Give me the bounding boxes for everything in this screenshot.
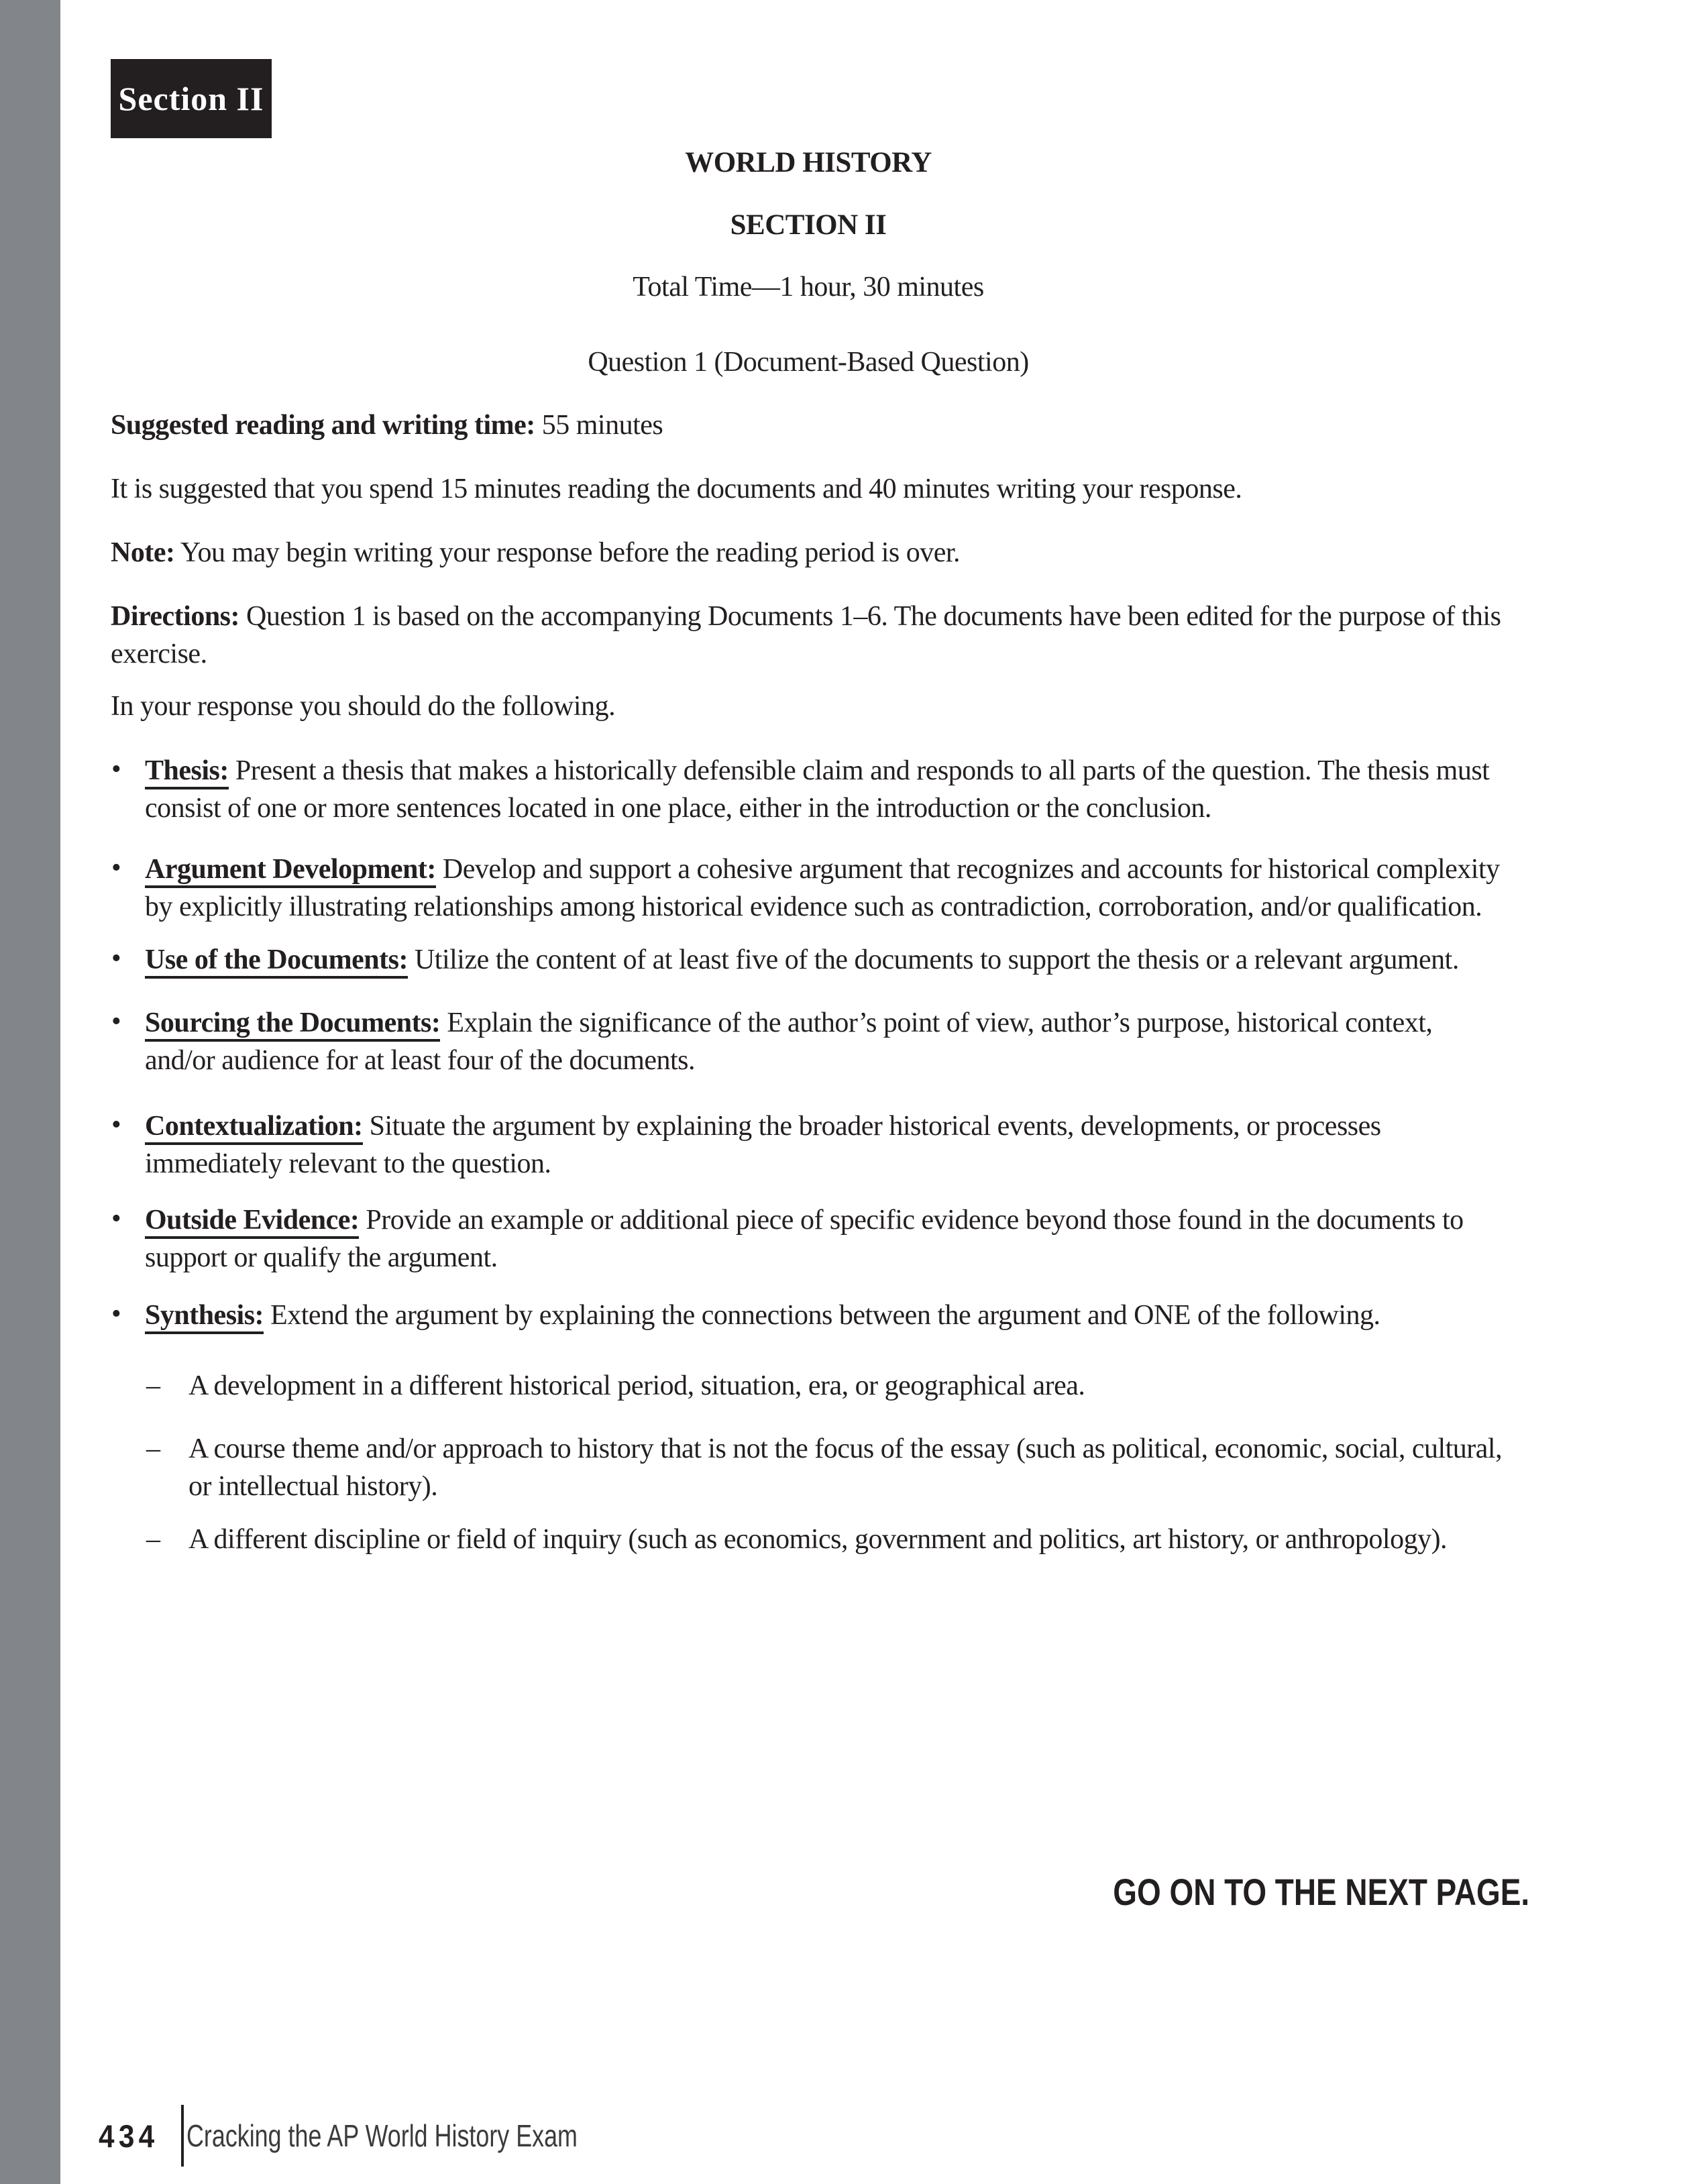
exam-section-heading: SECTION II (730, 209, 887, 241)
dash-icon: – (146, 1524, 160, 1555)
page-footer (99, 2105, 688, 2167)
synthesis-option-text: A different discipline or field of inquiry (such as economics, government and politics, art history, or anthropology). (188, 1524, 1448, 1555)
requirement-label: Argument Development: (145, 854, 436, 888)
requirement-label: Sourcing the Documents: (145, 1007, 440, 1042)
bullet-icon: • (111, 1203, 121, 1234)
suggested-time-paragraph (111, 406, 1506, 444)
dash-icon: – (146, 1433, 160, 1464)
synthesis-option (111, 1430, 1506, 1505)
requirement-label: Contextualization: (145, 1111, 363, 1145)
page-content (111, 0, 1506, 1558)
bullet-icon: • (111, 1006, 121, 1037)
requirement-label: Synthesis: (145, 1300, 264, 1334)
requirement-text: Develop and support a cohesive argument that recognizes and accounts for historical complexity by explicitly illustrating relationships among historical evidence such as contradiction, corroboration, and/or qualification. (145, 854, 1500, 922)
bullet-icon: • (111, 754, 121, 785)
requirement-sourcing-documents (111, 1004, 1506, 1079)
suggested-time-value: 55 minutes (535, 410, 663, 441)
note-label: Note: (111, 537, 175, 568)
requirement-text: Provide an example or additional piece of specific evidence beyond those found in the documents to support or qualify the argument. (145, 1205, 1464, 1273)
question-heading: Question 1 (Document-Based Question) (588, 347, 1029, 378)
synthesis-option-text: A course theme and/or approach to history that is not the focus of the essay (such as political, economic, social, cultural, or intellectual history). (188, 1433, 1503, 1502)
requirement-text: Explain the significance of the author’s point of view, author’s purpose, historical context, and/or audience for at least four of the documents. (145, 1007, 1433, 1076)
directions-text: Question 1 is based on the accompanying Documents 1–6. The documents have been edited for the purpose of this exercise. (111, 601, 1501, 669)
reading-split-paragraph: It is suggested that you spend 15 minutes reading the documents and 40 minutes writing your response. (111, 474, 1242, 504)
bullet-icon: • (111, 943, 121, 974)
requirement-text: Present a thesis that makes a historically defensible claim and responds to all parts of the question. The thesis must consist of one or more sentences located in one place, either in the introduction or the conclusion. (145, 755, 1490, 824)
requirement-text: Utilize the content of at least five of the documents to support the thesis or a relevant argument. (407, 944, 1459, 975)
requirement-outside-evidence (111, 1201, 1506, 1276)
directions-label: Directions: (111, 601, 240, 632)
section-tab-label: Section II (118, 80, 264, 117)
page-edge-sidebar (0, 0, 60, 2184)
lead-in-paragraph: In your response you should do the following. (111, 691, 616, 722)
page-number: 434 (99, 2118, 159, 2154)
footer-divider (181, 2105, 184, 2167)
note-text: You may begin writing your response before the reading period is over. (174, 537, 961, 568)
requirement-label: Thesis: (145, 755, 229, 789)
requirement-text: Extend the argument by explaining the connections between the argument and ONE of the following. (264, 1300, 1380, 1331)
bullet-icon: • (111, 1109, 121, 1140)
requirement-use-of-documents (111, 941, 1506, 979)
exam-title: WORLD HISTORY (685, 147, 932, 178)
requirement-text: Situate the argument by explaining the broader historical events, developments, or processes immediately relevant to the question. (145, 1111, 1381, 1179)
synthesis-option (111, 1521, 1506, 1558)
total-time: Total Time—1 hour, 30 minutes (633, 272, 984, 303)
requirement-argument-development (111, 851, 1506, 926)
directions-paragraph (111, 598, 1506, 673)
synthesis-option-text: A development in a different historical period, situation, era, or geographical area. (188, 1370, 1085, 1401)
bullet-icon: • (111, 1299, 121, 1329)
requirement-label: Outside Evidence: (145, 1205, 359, 1239)
note-paragraph (111, 534, 1506, 571)
suggested-time-label: Suggested reading and writing time: (111, 410, 535, 441)
requirement-thesis (111, 752, 1506, 827)
book-title: Cracking the AP World History Exam (186, 2118, 578, 2153)
dash-icon: – (146, 1370, 160, 1401)
go-on-next-page-notice: GO ON TO THE NEXT PAGE. (1113, 1871, 1529, 1913)
requirement-synthesis (111, 1297, 1506, 1334)
bullet-icon: • (111, 853, 121, 883)
requirement-label: Use of the Documents: (145, 944, 408, 979)
requirement-contextualization (111, 1107, 1506, 1183)
synthesis-option (111, 1367, 1506, 1405)
